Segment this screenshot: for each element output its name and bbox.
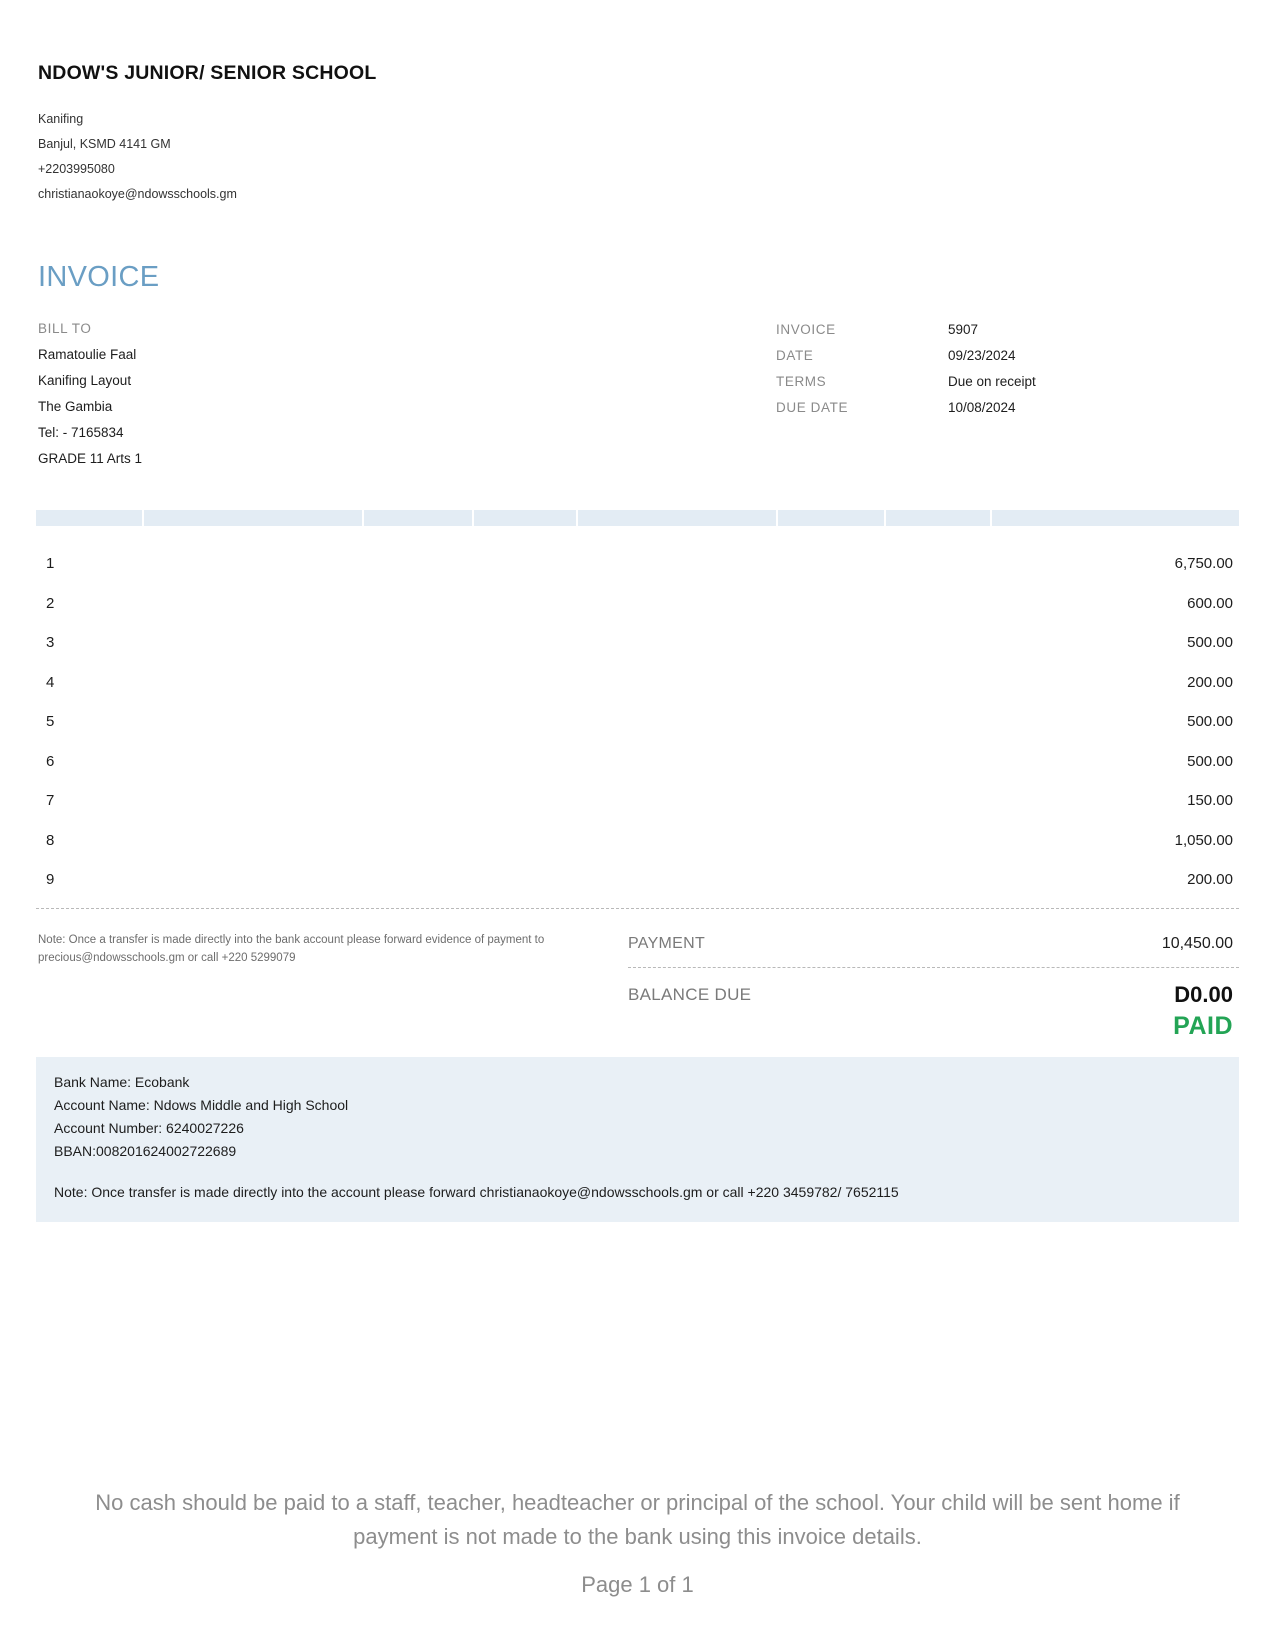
line-items-table-header	[36, 510, 1239, 526]
invoice-date-row	[776, 343, 1036, 369]
invoice-due-date-value: 10/08/2024	[948, 400, 1016, 415]
company-name: NDOW'S JUNIOR/ SENIOR SCHOOL	[38, 62, 377, 84]
invoice-due-date-row	[776, 395, 1036, 421]
invoice-date-label: DATE	[776, 348, 814, 363]
table-header-cell	[36, 510, 144, 526]
table-row	[36, 544, 1239, 584]
table-header-cell	[992, 510, 1098, 526]
bill-to-label: BILL TO	[38, 321, 92, 336]
table-header-cell	[144, 510, 364, 526]
bank-account-name: Account Name: Ndows Middle and High School	[54, 1096, 349, 1113]
line-item-number: 3	[46, 634, 55, 652]
line-item-amount: 1,050.00	[1174, 831, 1233, 849]
transfer-note: Note: Once a transfer is made directly into the bank account please forward evidence of payment to precious@ndowsschools.gm or call +220 5299079	[38, 933, 545, 964]
bank-details-box	[36, 1057, 1239, 1222]
bill-to-line: Ramatoulie Faal	[38, 347, 137, 362]
table-row	[36, 742, 1239, 782]
invoice-number-row	[776, 317, 1036, 343]
bill-to-line: Kanifing Layout	[38, 373, 132, 388]
items-divider	[36, 908, 1239, 909]
line-item-number: 6	[46, 752, 55, 770]
table-header-cell	[364, 510, 474, 526]
line-item-amount: 6,750.00	[1174, 555, 1233, 573]
totals-column	[598, 925, 1239, 1041]
bank-transfer-note: Note: Once transfer is made directly into the account please forward christianaokoye@ndowsschools.gm or call +220 3459782/ 7652115	[54, 1183, 899, 1200]
status-badge-row	[628, 1012, 1239, 1041]
bank-bban: BBAN:008201624002722689	[54, 1142, 237, 1159]
line-item-number: 8	[46, 831, 55, 849]
payment-label: PAYMENT	[628, 934, 706, 952]
line-item-number: 1	[46, 555, 55, 573]
company-phone: +2203995080	[38, 162, 115, 176]
line-item-amount: 200.00	[1187, 871, 1233, 889]
table-row	[36, 663, 1239, 703]
invoice-number-label: INVOICE	[776, 322, 836, 337]
line-item-amount: 600.00	[1187, 594, 1233, 612]
invoice-number-value: 5907	[948, 322, 979, 337]
totals-section	[36, 925, 1239, 1041]
line-item-amount: 500.00	[1187, 713, 1233, 731]
balance-due-label: BALANCE DUE	[628, 984, 752, 1004]
balance-due-row	[628, 974, 1239, 1016]
bill-to-line: GRADE 11 Arts 1	[38, 451, 143, 466]
invoice-due-date-label: DUE DATE	[776, 400, 849, 415]
invoice-terms-row	[776, 369, 1036, 395]
balance-due-value: D0.00	[1174, 981, 1233, 1007]
company-address-line-2: Banjul, KSMD 4141 GM	[38, 137, 171, 151]
company-header	[36, 0, 1239, 207]
line-item-number: 9	[46, 871, 55, 889]
line-item-number: 7	[46, 792, 55, 810]
totals-divider	[628, 967, 1239, 968]
line-item-number: 2	[46, 594, 55, 612]
line-item-amount: 500.00	[1187, 752, 1233, 770]
bank-account-number: Account Number: 6240027226	[54, 1119, 244, 1136]
bill-to-line: Tel: - 7165834	[38, 425, 124, 440]
page-title: INVOICE	[38, 261, 160, 293]
bill-to-block	[36, 316, 738, 472]
status-badge: PAID	[1173, 1011, 1233, 1040]
invoice-terms-label: TERMS	[776, 374, 827, 389]
line-item-amount: 500.00	[1187, 634, 1233, 652]
table-row	[36, 821, 1239, 861]
table-row	[36, 702, 1239, 742]
line-item-number: 5	[46, 713, 55, 731]
page-footer	[36, 1486, 1239, 1598]
line-item-amount: 150.00	[1187, 792, 1233, 810]
invoice-details-block	[776, 317, 1036, 421]
footer-warning-text: No cash should be paid to a staff, teacher, headteacher or principal of the school. Your child will be sent home if payment is not made to the bank using this invoice details.	[95, 1490, 1180, 1549]
invoice-meta-section	[36, 316, 1239, 472]
line-items-list	[36, 544, 1239, 900]
bill-to-line: The Gambia	[38, 399, 113, 414]
table-header-cell	[778, 510, 886, 526]
invoice-terms-value: Due on receipt	[948, 374, 1036, 389]
company-email: christianaokoye@ndowsschools.gm	[38, 187, 237, 201]
table-row	[36, 584, 1239, 624]
table-header-cell	[578, 510, 778, 526]
line-item-amount: 200.00	[1187, 673, 1233, 691]
bank-name: Bank Name: Ecobank	[54, 1073, 190, 1090]
invoice-date-value: 09/23/2024	[948, 348, 1016, 363]
table-header-cell	[474, 510, 578, 526]
line-item-number: 4	[46, 673, 55, 691]
table-row	[36, 781, 1239, 821]
payment-value: 10,450.00	[1161, 934, 1233, 952]
page-number: Page 1 of 1	[581, 1572, 694, 1597]
company-address-line-1: Kanifing	[38, 112, 84, 126]
table-header-cell	[886, 510, 992, 526]
payment-row	[628, 925, 1239, 963]
table-row	[36, 623, 1239, 663]
table-row	[36, 860, 1239, 900]
